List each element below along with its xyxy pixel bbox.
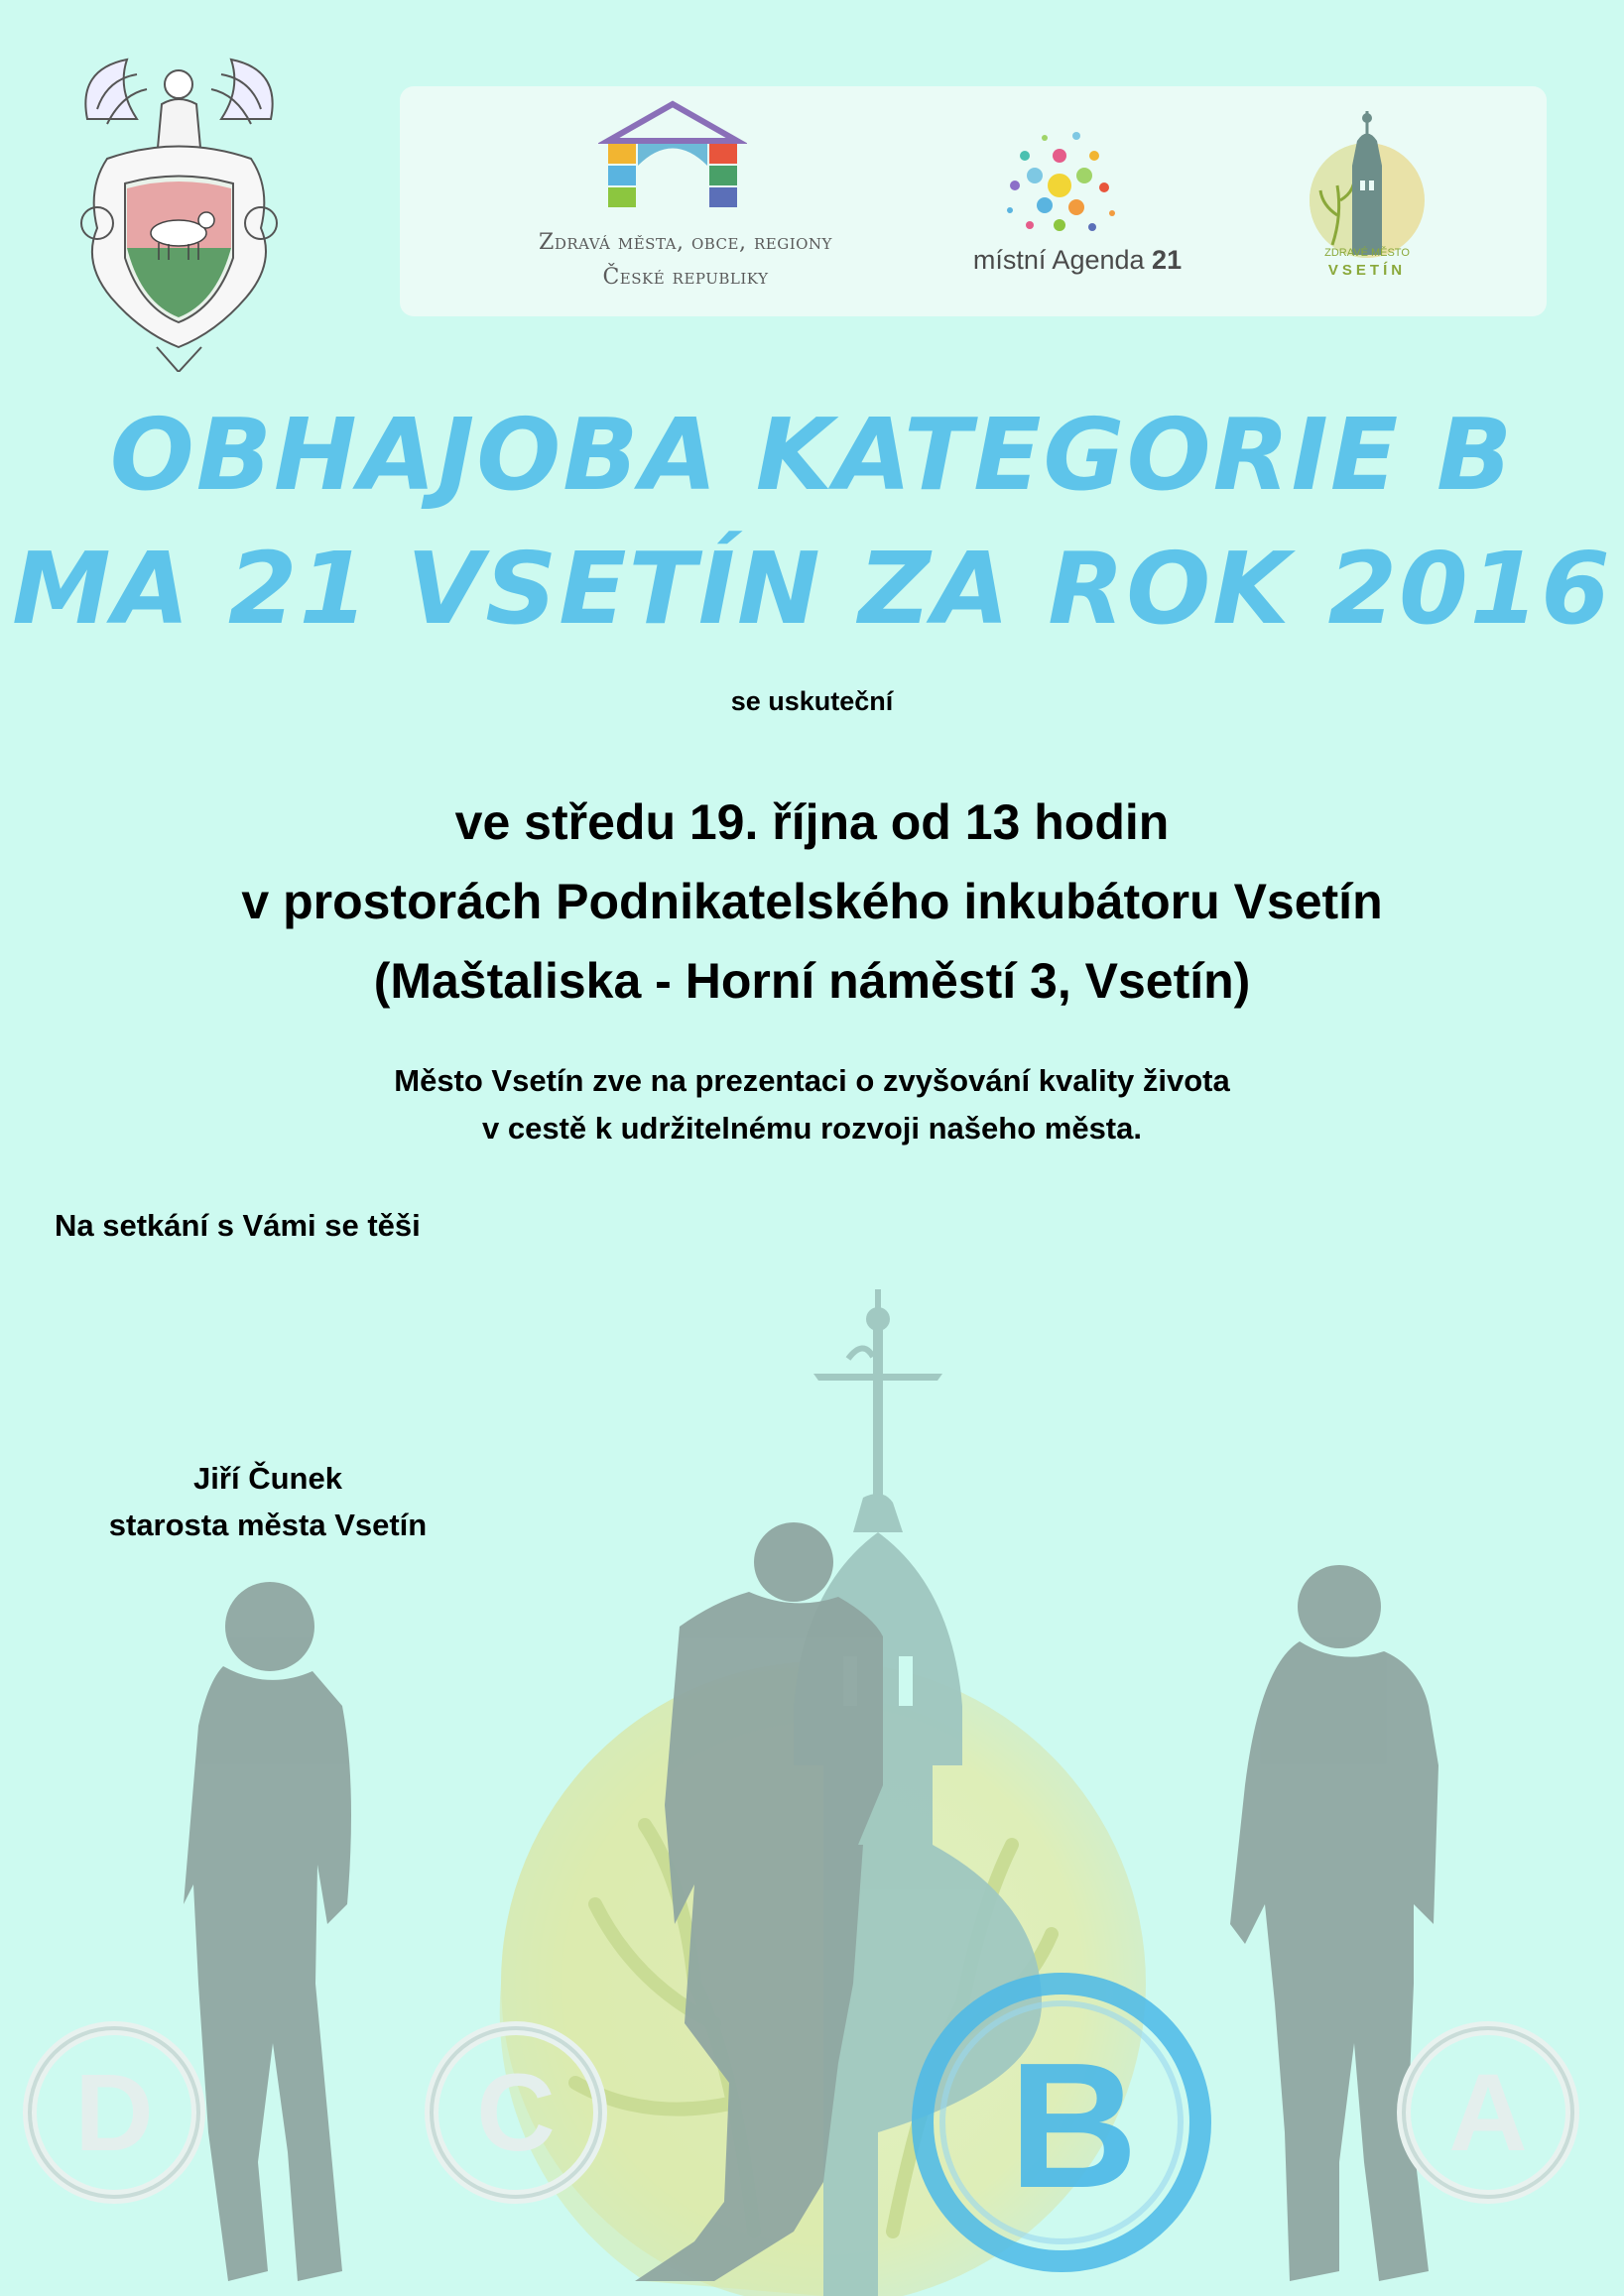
background-illustration bbox=[0, 1289, 1624, 2296]
invitation-line1: Město Vsetín zve na prezentaci o zvyšování kvality života bbox=[394, 1063, 1230, 1098]
zdrava-mesta-house-icon bbox=[598, 96, 747, 215]
signature-name: Jiří Čunek bbox=[193, 1461, 342, 1496]
headline-line2: MA 21 VSETÍN ZA ROK 2016 bbox=[12, 531, 1612, 647]
event-address: (Maštaliska - Horní náměstí 3, Vsetín) bbox=[373, 953, 1251, 1009]
signature-title: starosta města Vsetín bbox=[108, 1508, 428, 1542]
svg-text:C: C bbox=[476, 2052, 556, 2174]
vsetin-label: VSETÍN bbox=[1327, 262, 1407, 279]
event-date: ve středu 19. října od 13 hodin bbox=[454, 794, 1170, 850]
agenda21-prefix: místní Agenda bbox=[972, 245, 1145, 275]
coat-of-arms-icon bbox=[67, 50, 291, 372]
zdrava-mesta-line2: České republiky bbox=[602, 265, 769, 290]
agenda21-label bbox=[963, 245, 1191, 276]
svg-text:A: A bbox=[1448, 2052, 1528, 2174]
svg-text:D: D bbox=[74, 2052, 154, 2174]
category-a-icon bbox=[1404, 2028, 1572, 2197]
intro-text: se uskuteční bbox=[730, 686, 894, 716]
partner-logos-bar bbox=[400, 86, 1547, 316]
invitation-line2: v cestě k udržitelnému rozvoji našeho města. bbox=[481, 1111, 1142, 1146]
meeting-text: Na setkání s Vámi se těši bbox=[55, 1208, 421, 1243]
headline-line1: OBHAJOBA KATEGORIE B bbox=[109, 397, 1515, 513]
zdrave-mesto-label: ZDRAVÉ MĚSTO bbox=[1324, 247, 1410, 259]
zdrava-mesta-line1: Zdravá města, obce, regiony bbox=[539, 230, 832, 255]
event-venue: v prostorách Podnikatelského inkubátoru Vsetín bbox=[241, 874, 1383, 929]
svg-text:B: B bbox=[1009, 2026, 1138, 2226]
category-d-icon bbox=[30, 2028, 198, 2197]
agenda21-number: 21 bbox=[1152, 245, 1183, 275]
agenda21-dots-icon bbox=[995, 126, 1124, 245]
